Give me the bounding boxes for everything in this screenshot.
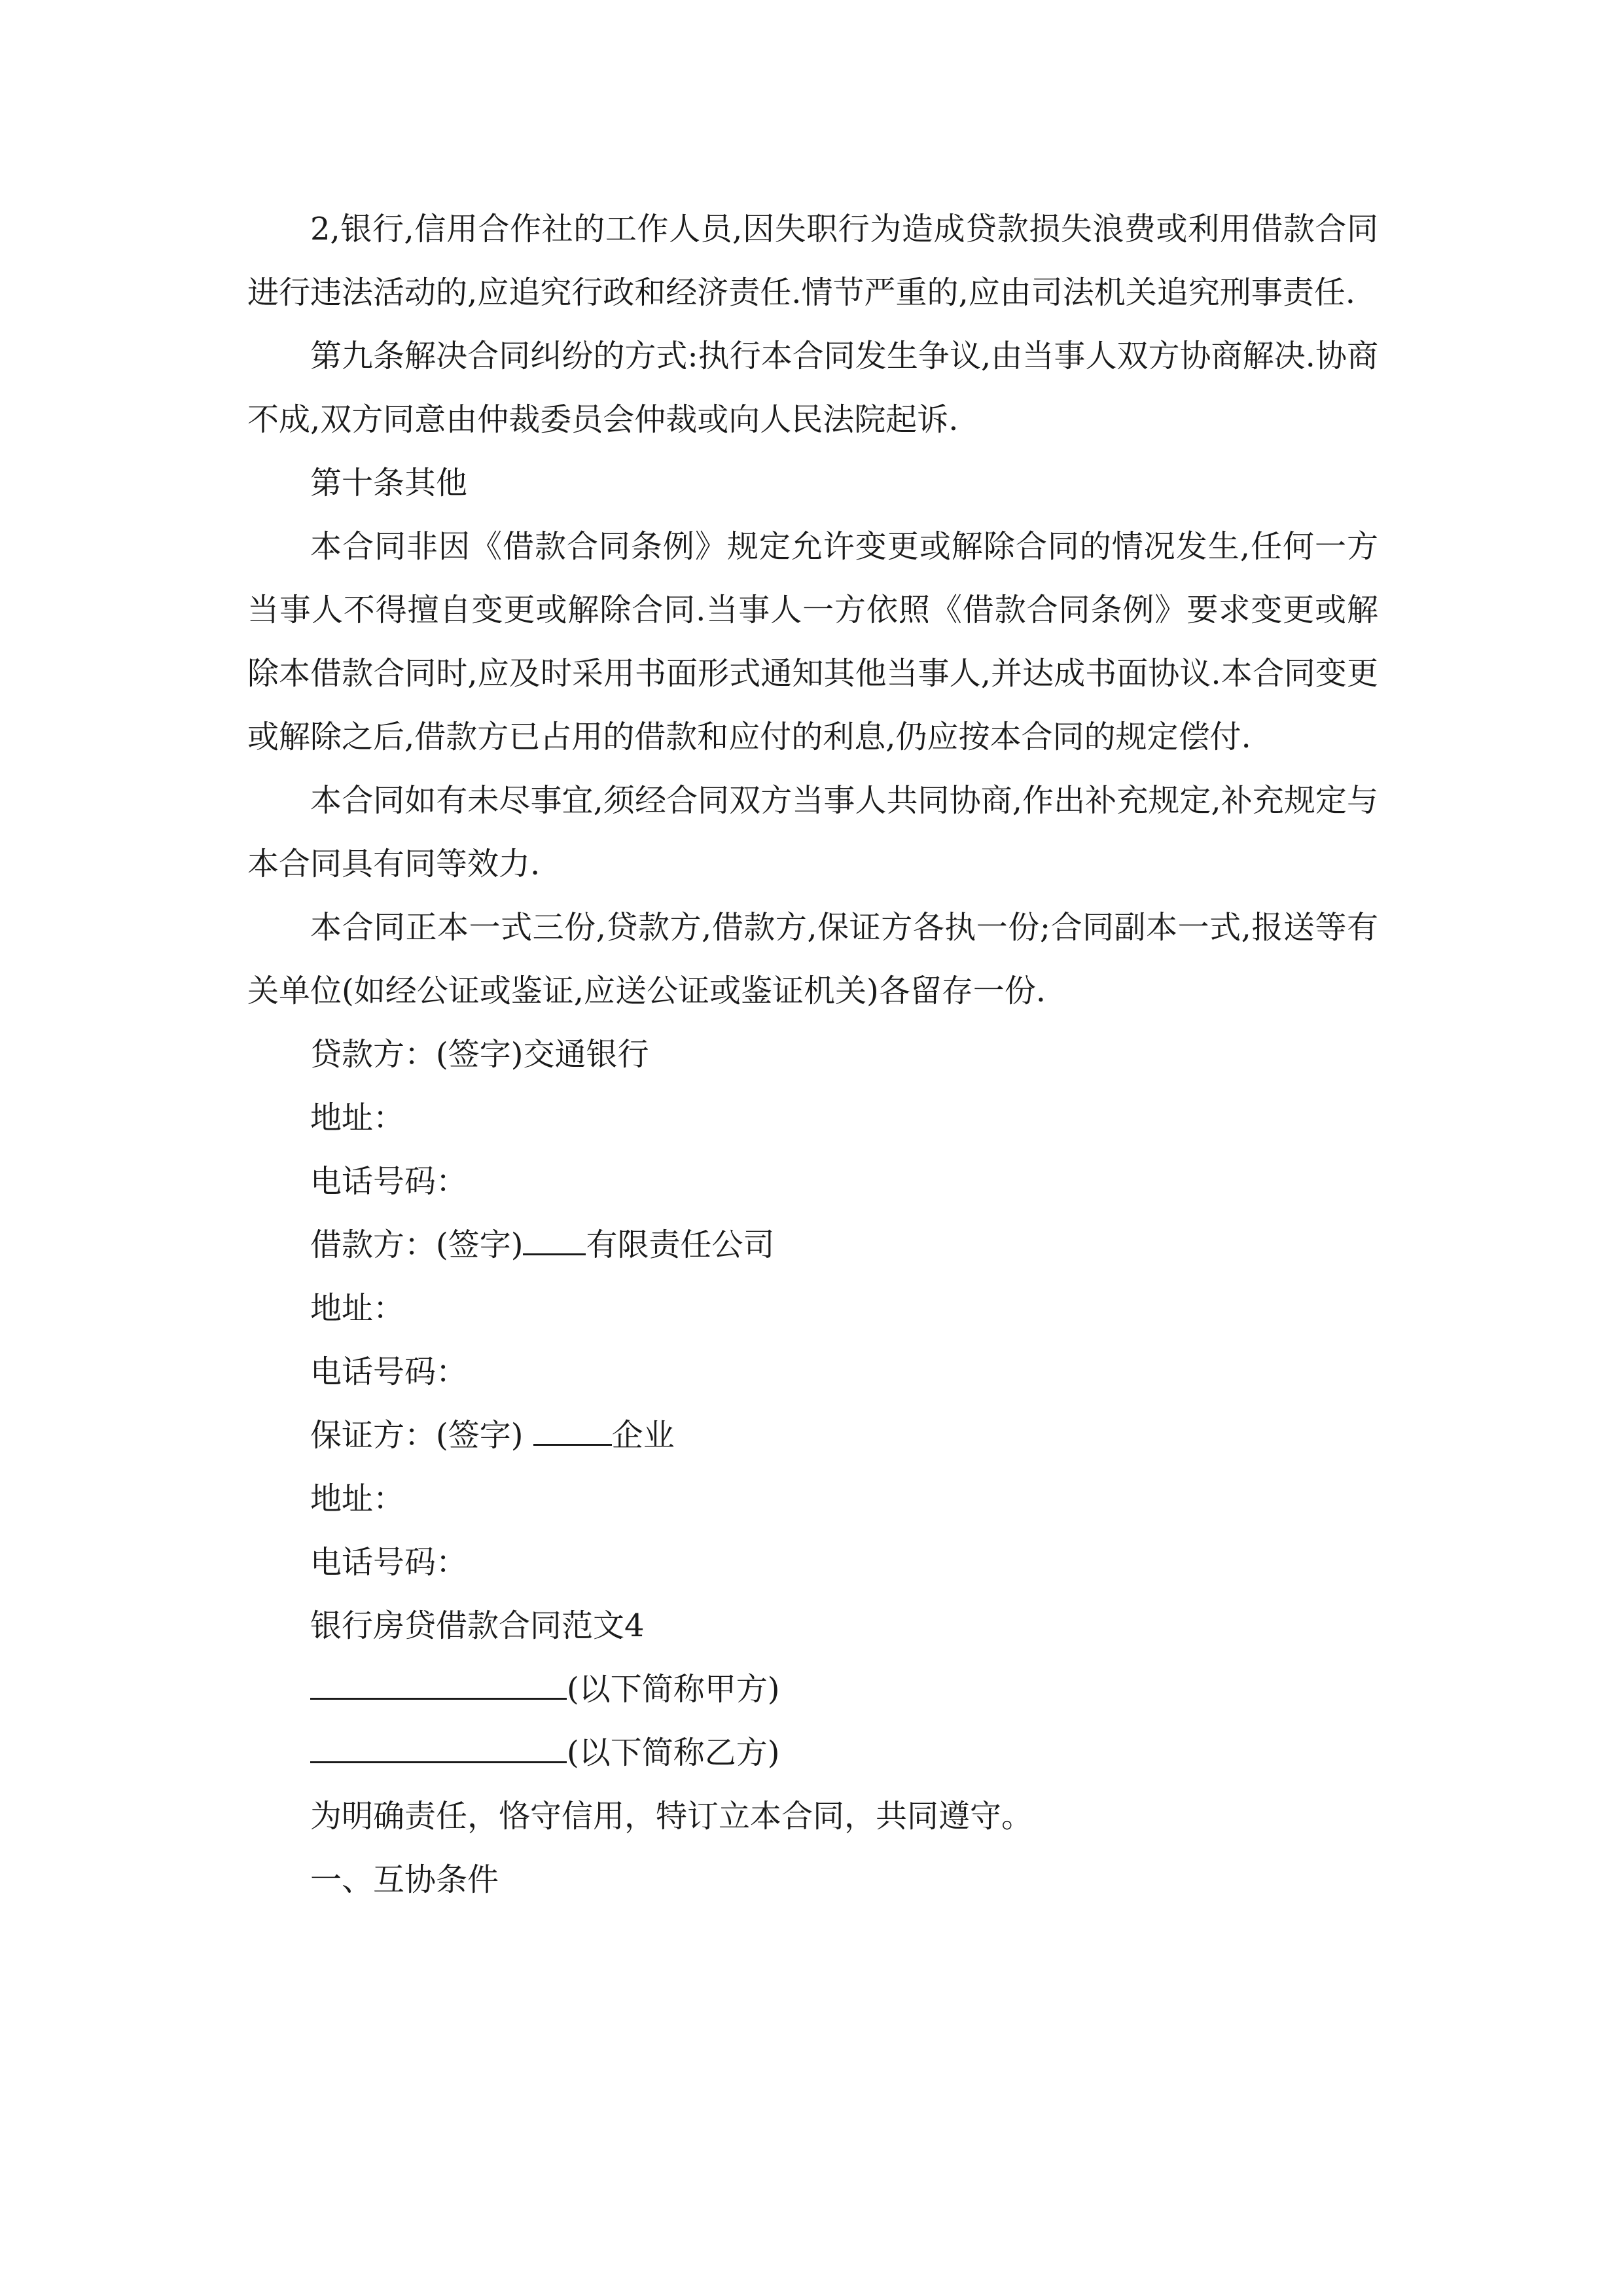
- guarantor-address-line: 地址：: [310, 1480, 405, 1517]
- borrower-address-line: 地址：: [310, 1290, 405, 1327]
- paragraph-supplement: 本合同如有未尽事宜,须经合同双方当事人共同协商,作出补充规定,补充规定与本合同具有同等效力.: [247, 782, 1378, 882]
- section-1-heading: 一、互协条件: [310, 1861, 499, 1898]
- guarantor-name-blank: [533, 1410, 612, 1446]
- lender-phone-line: 电话号码：: [310, 1163, 468, 1200]
- party-a-blank: [310, 1664, 567, 1700]
- guarantor-prefix: 保证方：(签字): [310, 1417, 533, 1454]
- party-b-blank: [310, 1727, 567, 1763]
- borrower-prefix: 借款方：(签字): [310, 1227, 524, 1263]
- party-b-label: (以下简称乙方): [567, 1734, 780, 1771]
- party-b-line: [247, 1721, 1378, 1785]
- template-4-title: 银行房贷借款合同范文4: [310, 1607, 645, 1644]
- party-a-line: [247, 1658, 1378, 1721]
- document-body: [247, 198, 1378, 1912]
- borrower-signature-line: [247, 1213, 1378, 1277]
- borrower-name-blank: [523, 1219, 586, 1255]
- lender-address-line: 地址：: [310, 1100, 405, 1136]
- paragraph-modification: 本合同非因《借款合同条例》规定允许变更或解除合同的情况发生,任何一方当事人不得擅自变更或解除合同.当事人一方依照《借款合同条例》要求变更或解除本借款合同时,应及时采用书面形式通知其他当事人,并达成书面协议.本合同变更或解除之后,借款方已占用的借款和应付的利息,仍应按本合同的规定偿付.: [247, 528, 1378, 755]
- guarantor-suffix: 企业: [611, 1417, 675, 1454]
- paragraph-copies: 本合同正本一式三份,贷款方,借款方,保证方各执一份;合同副本一式,报送等有关单位(如经公证或鉴证,应送公证或鉴证机关)各留存一份.: [247, 909, 1378, 1009]
- guarantor-signature-line: [247, 1404, 1378, 1467]
- paragraph-liability: 2,银行,信用合作社的工作人员,因失职行为造成贷款损失浪费或利用借款合同进行违法活动的,应追究行政和经济责任.情节严重的,应由司法机关追究刑事责任.: [247, 211, 1378, 311]
- borrower-suffix: 有限责任公司: [586, 1227, 775, 1263]
- borrower-phone-line: 电话号码：: [310, 1354, 468, 1390]
- lender-signature-line: 贷款方：(签字)交通银行: [310, 1036, 649, 1073]
- paragraph-article-9: 第九条解决合同纠纷的方式:执行本合同发生争议,由当事人双方协商解决.协商不成,双方同意由仲裁委员会仲裁或向人民法院起诉.: [247, 338, 1378, 438]
- paragraph-article-10-heading: 第十条其他: [310, 465, 468, 501]
- preamble-line: 为明确责任，恪守信用，特订立本合同，共同遵守。: [310, 1798, 1033, 1835]
- party-a-label: (以下简称甲方): [567, 1671, 780, 1708]
- guarantor-phone-line: 电话号码：: [310, 1544, 468, 1581]
